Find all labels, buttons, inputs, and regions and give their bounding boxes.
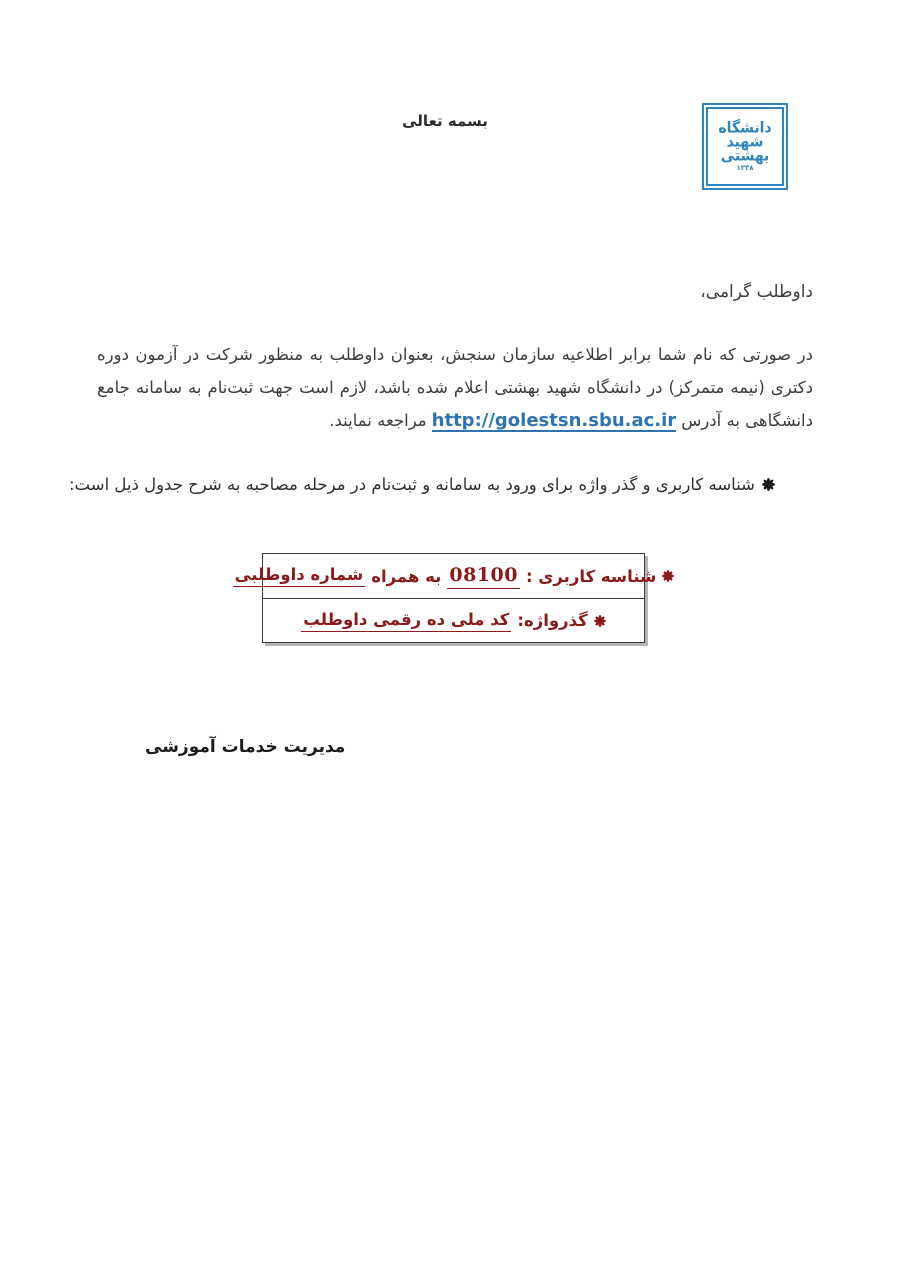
basmala-text: بسمه تعالی xyxy=(402,112,488,130)
paragraph-text-after-link: مراجعه نمایند. xyxy=(329,410,427,430)
florette-bullet-icon xyxy=(662,570,674,582)
username-label: شناسه کاربری : xyxy=(525,566,657,586)
password-value: کد ملی ده رقمی داوطلب xyxy=(301,610,511,632)
golestan-portal-link[interactable]: http://golestsn.sbu.ac.ir xyxy=(431,409,677,431)
logo-word-2: شهید xyxy=(726,133,764,151)
username-code: 08100 xyxy=(447,564,520,589)
florette-bullet-icon xyxy=(762,478,775,491)
university-logo xyxy=(702,103,788,190)
credentials-table xyxy=(234,553,657,643)
body-paragraph xyxy=(97,338,813,437)
paragraph-text-before-link: در صورتی که نام شما برابر اطلاعیه سازمان سنجش، بعنوان داوطلب به منظور شرکت در آزمون دوره دکتری (نیمه متمرکز) در دانشگاه شهید بهشتی اعلام شده باشد، لازم است جهت ثبت‌نام به سامانه جامع دانشگاهی به آدرس xyxy=(97,344,813,430)
greeting-text: داوطلب گرامی، xyxy=(700,282,813,302)
signature-text: مدیریت خدمات آموزشی xyxy=(145,737,346,757)
logo-word-3: بهشتی xyxy=(720,147,770,165)
logo-calligraphy xyxy=(706,107,784,186)
credentials-note-text: شناسه کاربری و گذر واژه برای ورود به سامانه و ثبت‌نام در مرحله مصاحبه به شرح جدول ذیل است: xyxy=(68,475,755,494)
table-row-password xyxy=(263,598,644,642)
credentials-note-line xyxy=(69,475,775,494)
username-connector: به همراه xyxy=(371,566,442,586)
logo-word-1: دانشگاه xyxy=(718,119,772,137)
table-row-username xyxy=(234,554,657,598)
logo-year: ۱۳۳۸ xyxy=(736,164,754,172)
password-label: گذرواژه: xyxy=(517,611,588,630)
florette-bullet-icon xyxy=(594,615,606,627)
username-suffix: شماره داوطلبی xyxy=(233,565,366,587)
